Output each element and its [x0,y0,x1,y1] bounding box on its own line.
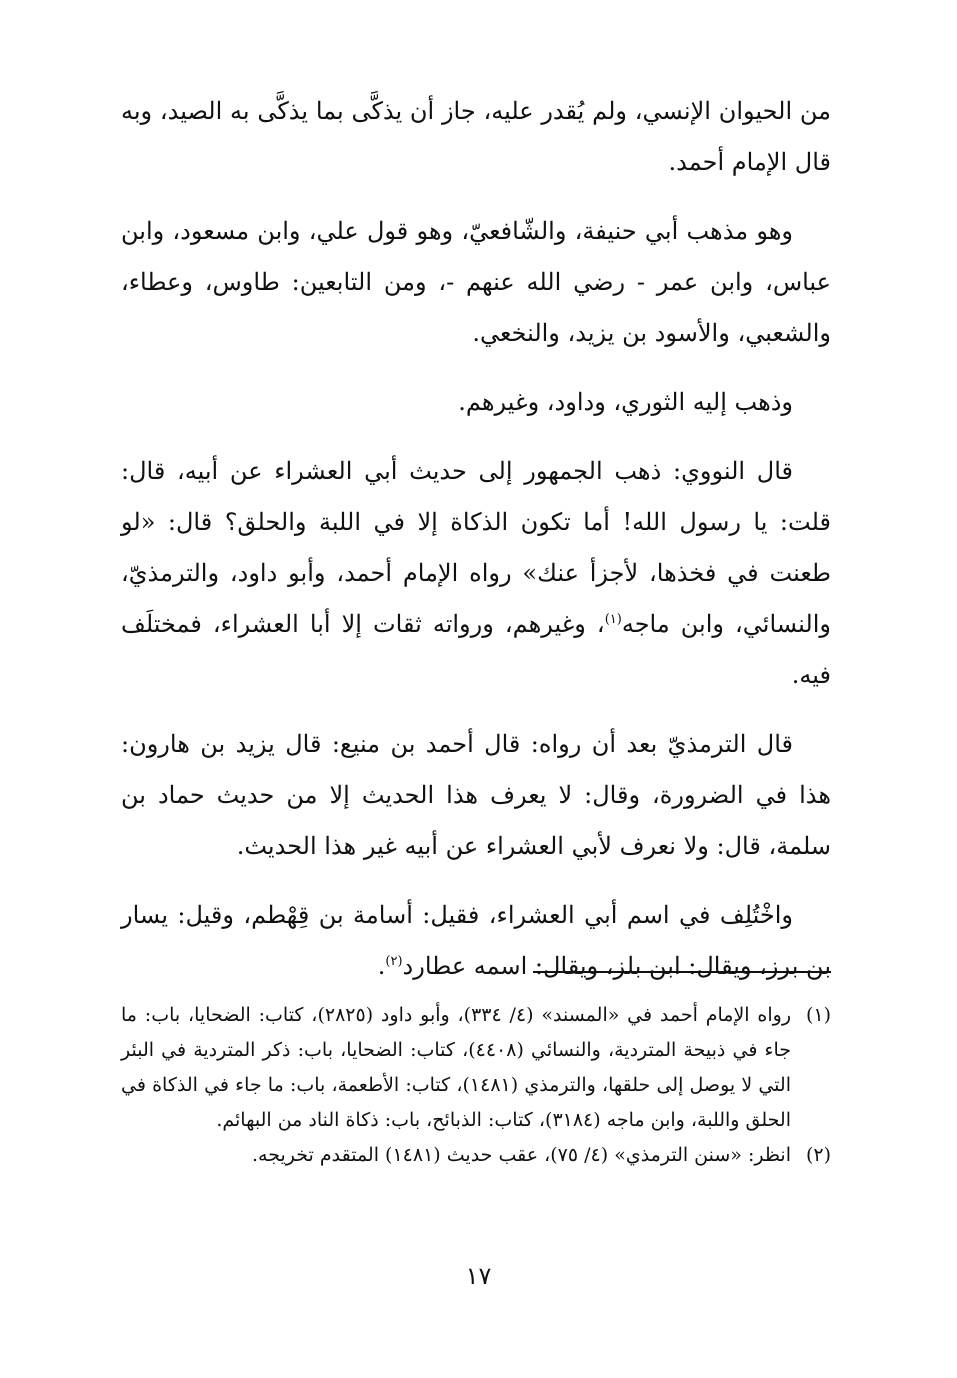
page-number: ١٧ [465,1262,492,1290]
paragraph-4 [121,446,831,701]
footnote-1-number: (١) [805,1004,831,1026]
paragraph-3: وذهب إليه الثوري، وداود، وغيرهم. [458,388,793,416]
footnote-ref-2[interactable]: (٢) [385,954,403,969]
footnote-1 [121,998,831,1138]
paragraph-1: من الحيوان الإنسي، ولم يُقدر عليه، جاز أن يذكَّى بما يذكَّى به الصيد، وبه قال الإمام أحمد. [121,97,831,176]
main-text [121,86,831,992]
footnotes [121,998,831,1173]
footnote-divider [533,971,831,973]
paragraph-6-text-a: واخْتُلِف في اسم أبي العشراء، فقيل: أسامة بن قِهْطم، وقيل: يسار بن برز، ويقال: ابن بلز، ويقال: اسمه عطارد [121,901,831,980]
footnote-ref-1[interactable]: (١) [604,612,622,627]
paragraph-2: وهو مذهب أبي حنيفة، والشّافعيّ، وهو قول علي، وابن مسعود، وابن عباس، وابن عمر - رضي الله عنهم -، ومن التابعين: طاوس، وعطاء، والشعبي، والأسود بن يزيد، والنخعي. [121,217,831,347]
paragraph-4-text-b: ، وغيرهم، ورواته ثقات إلا أبا العشراء، فمختلَف فيه. [121,610,831,689]
paragraph-6 [121,890,831,992]
footnote-1-text: رواه الإمام أحمد في «المسند» (٤/ ٣٣٤)، وأبو داود (٢٨٢٥)، كتاب: الضحايا، باب: ما جاء في ذبيحة المتردية، والنسائي (٤٤٠٨)، كتاب: الضحايا، باب: ذكر المتردية في البئر التي لا يوصل إلى حلقها، والترمذي (١٤٨١)، كتاب: الأطعمة، باب: ما جاء في الذكاة في الحلق واللبة، وابن ماجه (٣١٨٤)، كتاب: الذبائح، باب: ذكاة الناد من البهائم. [121,1004,792,1131]
paragraph-4-text-a: قال النووي: ذهب الجمهور إلى حديث أبي العشراء عن أبيه، قال: قلت: يا رسول الله! أما تكون الذكاة إلا في اللبة والحلق؟ قال: «لو طعنت في فخذها، لأجزأ عنك» رواه الإمام أحمد، وأبو داود، والترمذيّ، والنسائي، وابن ماجه [121,457,831,638]
footnote-2-number: (٢) [805,1144,831,1166]
footnote-2 [121,1138,831,1173]
footnote-2-text: انظر: «سنن الترمذي» (٤/ ٧٥)، عقب حديث (١٤٨١) المتقدم تخريجه. [252,1144,791,1166]
paragraph-5: قال الترمذيّ بعد أن رواه: قال أحمد بن منيع: قال يزيد بن هارون: هذا في الضرورة، وقال: لا يعرف هذا الحديث إلا من حديث حماد بن سلمة، قال: ولا نعرف لأبي العشراء عن أبيه غير هذا الحديث. [121,730,831,860]
paragraph-6-text-b: . [377,952,386,980]
